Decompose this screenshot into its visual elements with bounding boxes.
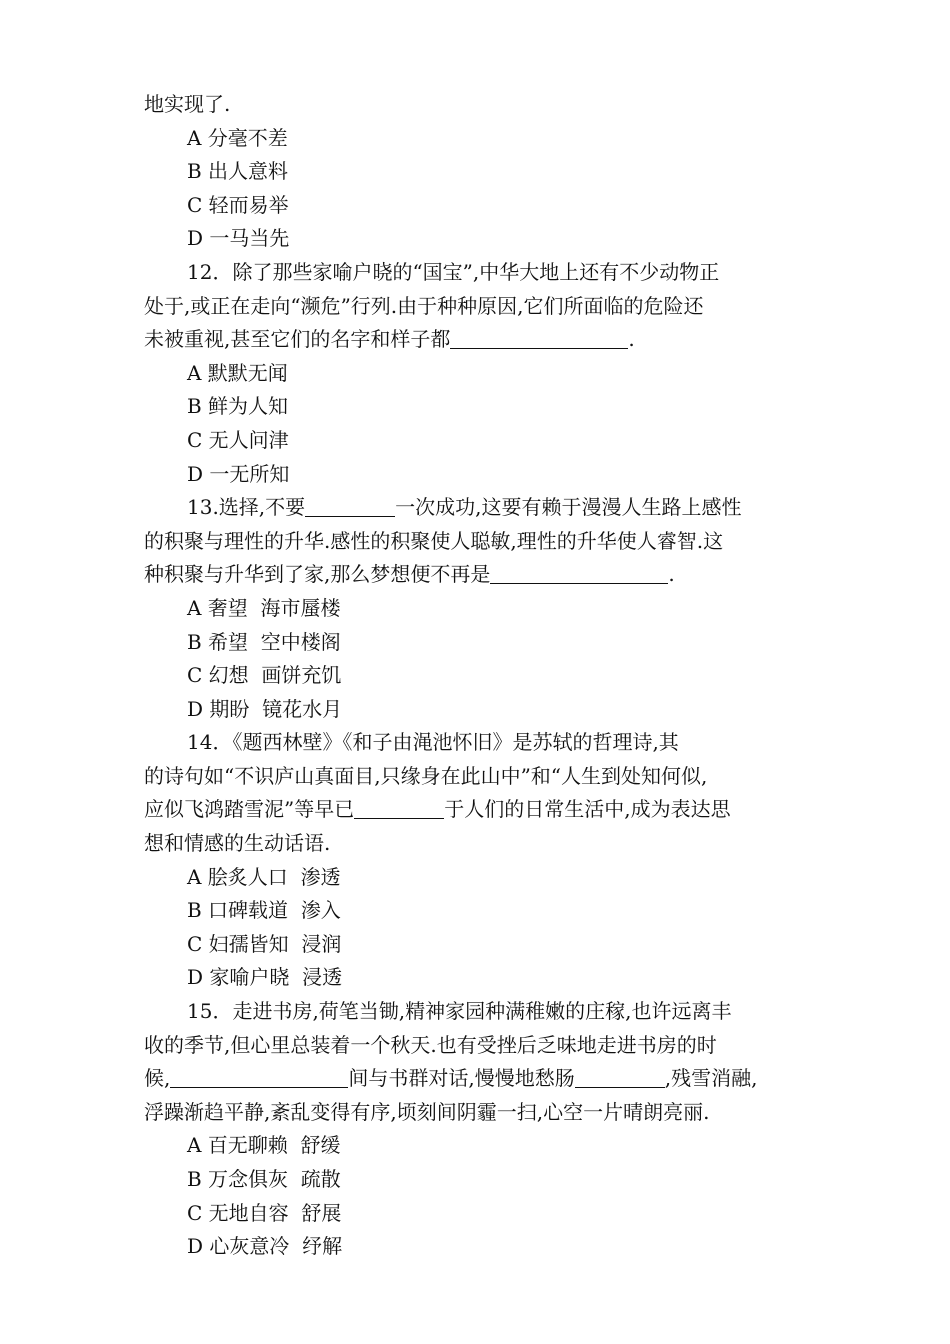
q13-line-3 (144, 558, 814, 592)
q15-line-3-end: ,残雪消融, (664, 1066, 758, 1091)
q11-option-a: A 分毫不差 (187, 125, 288, 150)
q13-line-3-end: . (668, 562, 675, 587)
q12-blank (450, 326, 628, 349)
q14-line-3 (144, 793, 814, 827)
q13-line-2: 的积聚与理性的升华.感性的积聚使人聪敏,理性的升华使人睿智.这 (144, 528, 724, 553)
q12-line-2: 处于,或正在走向“濒危”行列.由于种种原因,它们所面临的危险还 (144, 293, 704, 318)
q15-blank-2 (575, 1065, 665, 1088)
q14-option-c: C 妇孺皆知 浸润 (187, 931, 342, 956)
q13-option-a: A 奢望 海市蜃楼 (187, 595, 341, 620)
q13-line-1 (144, 491, 814, 525)
q13-line-1-start: 13.选择,不要 (187, 495, 306, 520)
q13-option-c: C 幻想 画饼充饥 (187, 663, 342, 688)
q14-option-b: B 口碑载道 渗入 (187, 898, 341, 923)
q14-line-1: 14．《题西林壁》《和子由渑池怀旧》是苏轼的哲理诗,其 (187, 730, 679, 755)
q12-option-a: A 默默无闻 (187, 360, 288, 385)
q11-text-tail: 地实现了. (144, 92, 231, 116)
q14-option-d: D 家喻户晓 浸透 (187, 965, 343, 990)
q12-line-3-text: 未被重视,甚至它们的名字和样子都 (144, 327, 451, 352)
q12-option-c: C 无人问津 (187, 427, 289, 452)
q14-option-a: A 脍炙人口 渗透 (187, 864, 341, 889)
q12-line-3 (144, 323, 814, 357)
q13-option-d: D 期盼 镜花水月 (187, 696, 343, 721)
q11-option-b: B 出人意料 (187, 159, 289, 184)
q15-blank-1 (170, 1065, 348, 1088)
q15-line-4: 浮躁渐趋平静,紊乱变得有序,顷刻间阴霾一扫,心空一片晴朗亮丽. (144, 1099, 710, 1124)
q15-line-3-mid: 间与书群对话,慢慢地愁肠 (348, 1066, 575, 1091)
q14-line-2: 的诗句如“不识庐山真面目,只缘身在此山中”和“人生到处知何似, (144, 763, 708, 788)
q11-option-d: D 一马当先 (187, 226, 290, 251)
q12-line-1: 12．除了那些家喻户晓的“国宝”,中华大地上还有不少动物正 (187, 259, 720, 284)
q15-option-c: C 无地自容 舒展 (187, 1200, 342, 1225)
q14-blank (354, 796, 444, 819)
q12-option-d: D 一无所知 (187, 461, 290, 486)
q13-option-b: B 希望 空中楼阁 (187, 629, 341, 654)
q14-line-3-end: 于人们的日常生活中,成为表达思 (444, 797, 731, 822)
q14-line-3-start: 应似飞鸿踏雪泥”等早已 (144, 797, 355, 822)
q13-line-3-text: 种积聚与升华到了家,那么梦想便不再是 (144, 562, 491, 587)
q11-option-c: C 轻而易举 (187, 192, 289, 217)
q13-line-1-end: 一次成功,这要有赖于漫漫人生路上感性 (395, 495, 742, 520)
q15-line-3 (144, 1062, 814, 1096)
q13-blank-2 (490, 561, 668, 584)
q15-option-b: B 万念俱灰 疏散 (187, 1167, 341, 1191)
q15-option-d: D 心灰意冷 纾解 (187, 1234, 343, 1259)
q15-line-1: 15．走进书房,荷笔当锄,精神家园种满稚嫩的庄稼,也许远离丰 (187, 999, 732, 1024)
q15-option-a: A 百无聊赖 舒缓 (187, 1133, 341, 1158)
q15-line-2: 收的季节,但心里总装着一个秋天.也有受挫后乏味地走进书房的时 (144, 1032, 717, 1057)
q14-line-4: 想和情感的生动话语. (144, 831, 331, 856)
q13-blank-1 (305, 494, 395, 517)
q15-line-3-start: 候, (144, 1066, 171, 1091)
q12-line-3-end: . (628, 327, 635, 352)
q12-option-b: B 鲜为人知 (187, 394, 289, 419)
question-content (144, 88, 814, 1264)
